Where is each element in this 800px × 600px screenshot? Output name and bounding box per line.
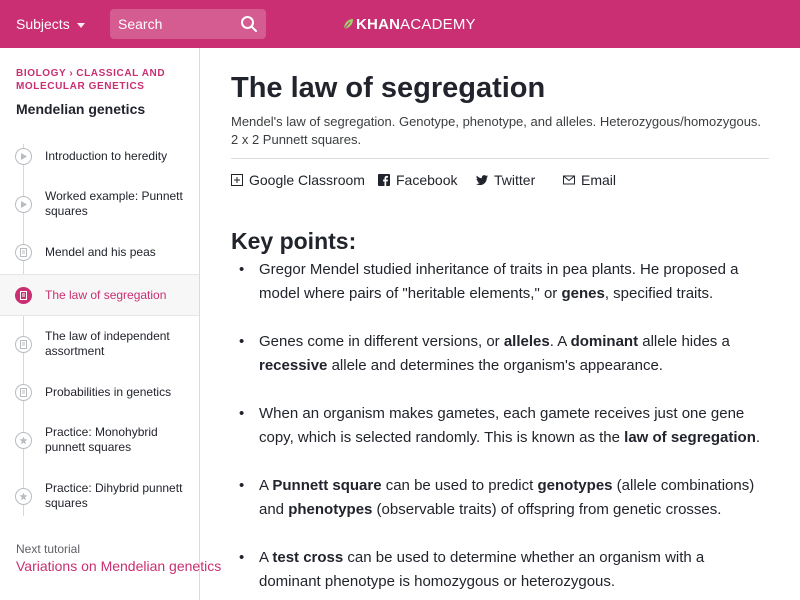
search-icon[interactable] [240,15,258,33]
text-run: can be used to determine whether an organism with a dominant phenotype is homozygous or heterozygous. [259,549,705,590]
sidebar [0,48,222,600]
sidebar-item-mendel-and-his-peas[interactable] [0,238,199,266]
key-point-text [259,402,769,450]
text-run: allele and determines the organism's appearance. [327,357,663,374]
next-tutorial-link[interactable]: Variations on Mendelian genetics [16,558,222,574]
twitter-icon [476,174,488,186]
khan-academy-logo[interactable] [342,0,476,48]
key-term: law of segregation [624,429,756,446]
article-icon [15,244,32,261]
key-term: recessive [259,357,328,374]
sidebar-item-label: The law of segregation [45,287,167,302]
subjects-menu-button[interactable] [16,0,85,48]
text-run: A [259,549,273,566]
star-icon [15,432,32,449]
key-term: genes [561,285,605,302]
twitter-share-button[interactable] [476,172,535,188]
article-description: Mendel's law of segregation. Genotype, phenotype, and alleles. Heterozygous/homozygous. 2 x 2 Punnett squares. [231,114,762,147]
sidebar-item-label: The law of independent assortment [45,329,170,358]
sidebar-item-label: Introduction to heredity [45,148,168,163]
key-points-heading: Key points: [231,228,357,254]
facebook-share-button[interactable] [378,172,457,188]
leaf-icon [342,18,354,30]
key-point-text [259,474,769,522]
article-icon [15,287,32,304]
share-label: Twitter [494,172,536,188]
star-icon [15,488,32,505]
sidebar-item-introduction-to-heredity[interactable] [0,142,199,170]
key-term: Punnett square [272,477,382,494]
google-classroom-share-button[interactable] [231,172,365,188]
sidebar-item-label: Probabilities in genetics [45,384,172,399]
google-classroom-icon [231,174,243,186]
text-run: When an organism makes gametes, each gamete receives just one gene copy, which is selected randomly. This is known as the [259,405,745,446]
sidebar-item-worked-example-punnett[interactable] [0,182,199,226]
divider [231,158,769,159]
facebook-icon [378,174,390,186]
share-label: Email [581,172,617,188]
breadcrumb [16,67,192,93]
sidebar-item-label: Worked example: Punnett squares [45,189,183,218]
next-tutorial-label: Next tutorial [16,542,81,556]
email-share-button[interactable] [563,172,616,188]
sidebar-item-label: Mendel and his peas [45,244,156,259]
sidebar-item-law-of-segregation[interactable] [0,274,199,316]
key-point-text [259,258,769,306]
share-label: Facebook [396,172,458,188]
sidebar-item-practice-monohybrid[interactable] [0,418,199,462]
key-term: test cross [272,549,344,566]
sidebar-item-label: Practice: Dihybrid punnett squares [45,481,183,510]
breadcrumb-classical-molecular-genetics[interactable]: CLASSICAL AND MOLECULAR GENETICS [16,68,166,92]
key-term: genotypes [537,477,613,494]
text-run: (observable traits) of offspring from genetic crosses. [372,501,722,518]
text-run: allele hides a [638,333,730,350]
breadcrumb-biology[interactable]: BIOLOGY [16,68,67,79]
share-label: Google Classroom [249,172,365,188]
sidebar-item-law-of-independent-assortment[interactable] [0,322,199,366]
search-box[interactable] [110,9,266,39]
sidebar-item-practice-dihybrid[interactable] [0,474,199,518]
article-icon [15,384,32,401]
search-input[interactable] [110,16,230,32]
subjects-label: Subjects [16,16,70,32]
sidebar-item-label: Practice: Monohybrid punnett squares [45,425,158,454]
key-term: dominant [570,333,639,350]
text-run: A [259,477,273,494]
text-run: can be used to predict [381,477,538,494]
text-run: , specified traits. [604,285,714,302]
play-icon [15,148,32,165]
section-title[interactable]: Mendelian genetics [16,101,146,117]
sidebar-item-probabilities-in-genetics[interactable] [0,378,199,406]
key-term: phenotypes [288,501,373,518]
brand-name-light: ACADEMY [400,15,476,33]
article-icon [15,336,32,353]
chevron-down-icon [77,23,85,28]
text-run: (allele combinations) and [259,477,755,518]
envelope-icon [563,174,575,186]
text-run: . A [549,333,571,350]
play-icon [15,196,32,213]
text-run: . [755,429,761,446]
page-title: The law of segregation [231,72,546,104]
top-nav-bar [0,0,800,48]
key-term: alleles [503,333,550,350]
breadcrumb-separator: › [69,68,74,79]
brand-name-bold: KHAN [356,15,401,33]
text-run: Gregor Mendel studied inheritance of traits in pea plants. He proposed a model where pairs of "heritable elements," or [259,261,739,302]
key-point-text [259,546,769,594]
text-run: Genes come in different versions, or [259,333,504,350]
key-point-text [259,330,769,378]
